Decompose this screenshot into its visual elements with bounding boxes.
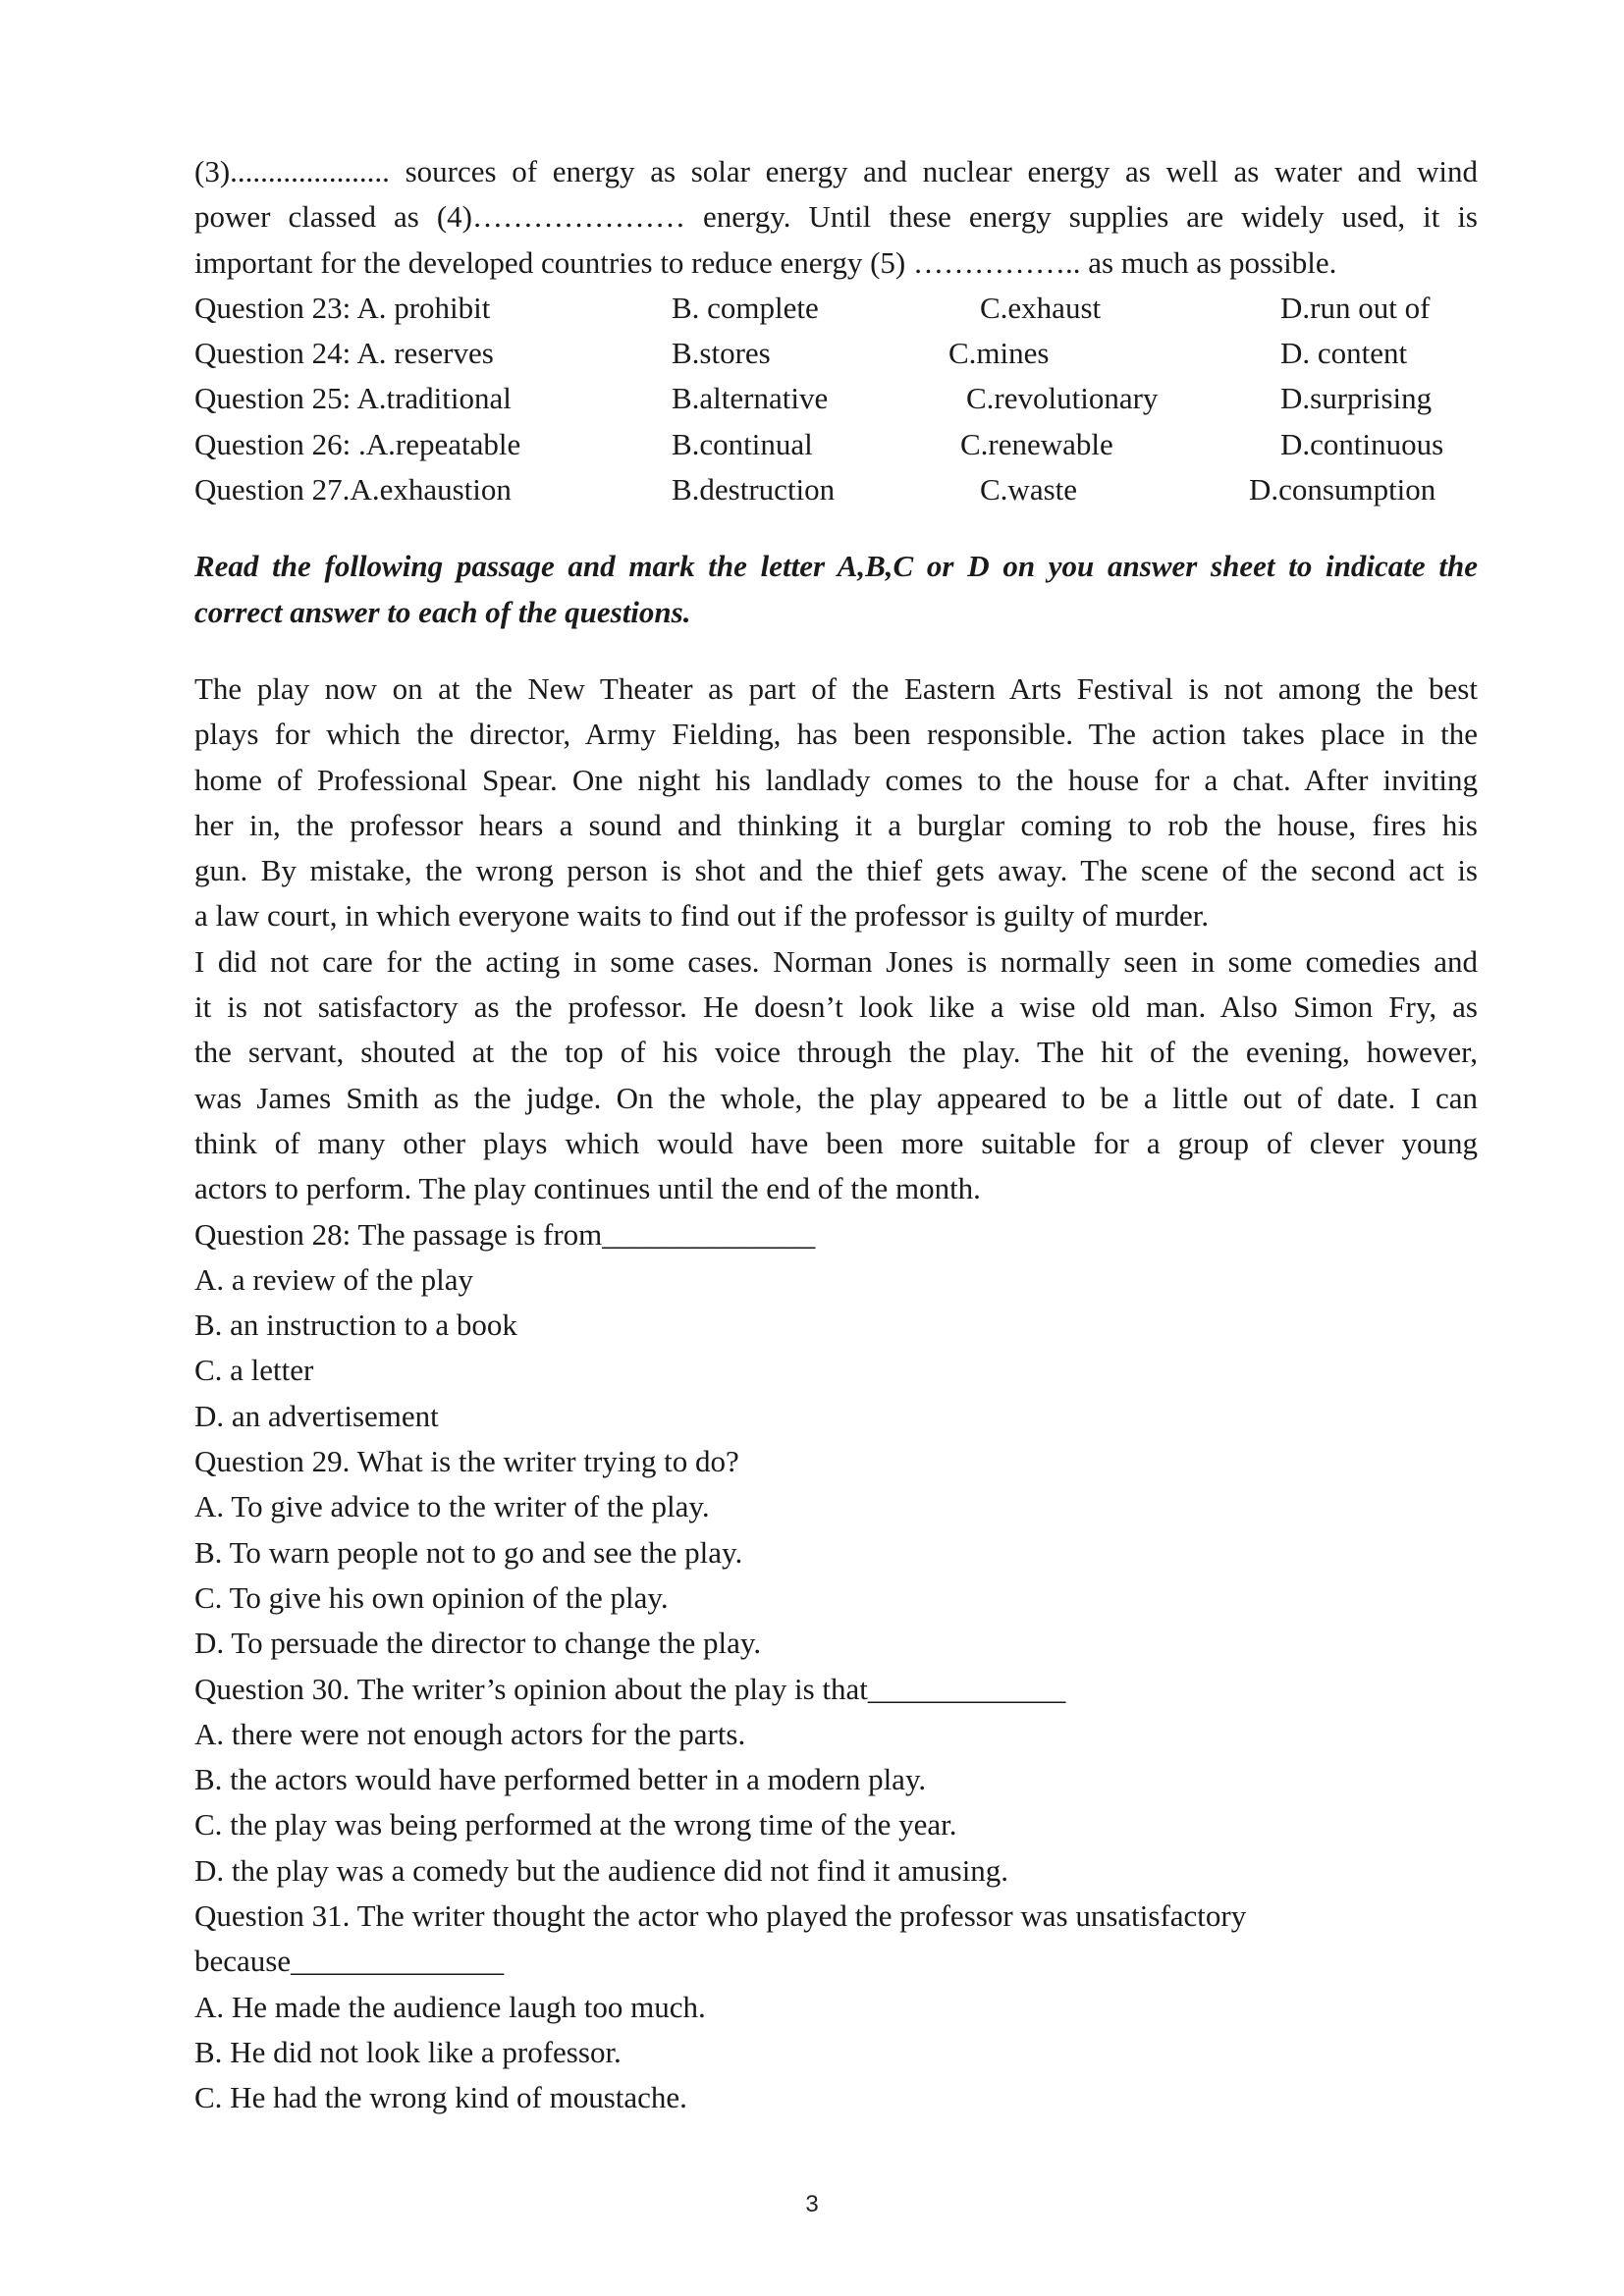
option-d: D. content <box>1280 336 1408 371</box>
question-stem: Question 28: The passage is from______________ <box>194 1216 816 1252</box>
answer-option: A. there were not enough actors for the parts. <box>194 1716 746 1751</box>
passage-line: home of Professional Spear. One night his landlady comes to the house for a chat. After inviting <box>194 762 1478 797</box>
option-row-q24 <box>194 331 1478 376</box>
question-stem: Question 30. The writer’s opinion about the play is that_____________ <box>194 1671 1066 1706</box>
option-b: B.destruction <box>672 472 836 507</box>
option-c: C.mines <box>948 336 1050 371</box>
option-d: D.consumption <box>1249 472 1436 507</box>
answer-option: D. the play was a comedy but the audience did not find it amusing. <box>194 1852 1009 1888</box>
reading-instruction <box>194 544 1478 635</box>
option-row-q27 <box>194 467 1478 512</box>
passage-line: gun. By mistake, the wrong person is shot and the thief gets away. The scene of the second act is <box>194 853 1478 888</box>
option-b: B.stores <box>672 336 771 371</box>
passage-line: it is not satisfactory as the professor. He doesn’t look like a wise old man. Also Simon Fry, as <box>194 989 1478 1025</box>
option-c: C.revolutionary <box>966 381 1159 416</box>
option-d: D.surprising <box>1280 381 1433 416</box>
option-c: C.waste <box>980 472 1078 507</box>
option-row-q23 <box>194 286 1478 331</box>
option-b: B. complete <box>672 290 819 325</box>
answer-option: A. To give advice to the writer of the play. <box>194 1489 710 1524</box>
option-b: B.continual <box>672 426 813 461</box>
answer-option: B. an instruction to a book <box>194 1308 517 1343</box>
question-stem: because______________ <box>194 1944 505 1979</box>
passage-line: The play now on at the New Theater as part of the Eastern Arts Festival is not among the best <box>194 670 1478 706</box>
passage-line: plays for which the director, Army Fielding, has been responsible. The action takes place in the <box>194 717 1478 752</box>
option-c: C.exhaust <box>980 290 1102 325</box>
answer-option: C. a letter <box>194 1353 314 1388</box>
answer-option: C. the play was being performed at the wrong time of the year. <box>194 1807 957 1842</box>
answer-option: D. an advertisement <box>194 1398 439 1433</box>
passage-line: was James Smith as the judge. On the whole, the play appeared to be a little out of date. I can <box>194 1080 1478 1115</box>
option-question: Question 27.A.exhaustion <box>194 472 512 507</box>
document-page <box>194 149 1478 2120</box>
answer-option: B. To warn people not to go and see the play. <box>194 1534 743 1570</box>
cloze-line: power classed as (4)………………… energy. Until these energy supplies are widely used, it is <box>194 199 1478 235</box>
passage-paragraph-2 <box>194 939 1478 1212</box>
option-b: B.alternative <box>672 381 829 416</box>
question-29 <box>194 1439 1478 1666</box>
option-question: Question 23: A. prohibit <box>194 290 491 325</box>
passage-line: I did not care for the acting in some cases. Norman Jones is normally seen in some comedies and <box>194 943 1478 979</box>
cloze-line: (3)..................... sources of energy as solar energy and nuclear energy as well as water and wind <box>194 154 1478 188</box>
option-c: C.renewable <box>960 426 1113 461</box>
option-d: D.continuous <box>1280 426 1444 461</box>
answer-option: B. the actors would have performed better in a modern play. <box>194 1762 927 1797</box>
cloze-tail <box>194 149 1478 286</box>
cloze-options <box>194 286 1478 512</box>
instruction-line: correct answer to each of the questions. <box>194 594 691 629</box>
question-28 <box>194 1212 1478 1439</box>
question-30 <box>194 1667 1478 1894</box>
passage-line: think of many other plays which would have been more suitable for a group of clever young <box>194 1125 1478 1160</box>
instruction-line: Read the following passage and mark the letter A,B,C or D on you answer sheet to indicate the <box>194 549 1478 584</box>
passage-line: actors to perform. The play continues until the end of the month. <box>194 1171 981 1206</box>
passage-line: the servant, shouted at the top of his voice through the play. The hit of the evening, however, <box>194 1035 1478 1070</box>
answer-option: C. To give his own opinion of the play. <box>194 1579 669 1615</box>
answer-option: C. He had the wrong kind of moustache. <box>194 2080 687 2115</box>
option-row-q25 <box>194 376 1478 421</box>
option-question: Question 26: .A.repeatable <box>194 426 521 461</box>
answer-option: A. He made the audience laugh too much. <box>194 1989 706 2024</box>
option-row-q26 <box>194 422 1478 467</box>
option-question: Question 24: A. reserves <box>194 336 494 371</box>
passage-line: her in, the professor hears a sound and thinking it a burglar coming to rob the house, fires his <box>194 807 1478 842</box>
question-stem: Question 31. The writer thought the actor who played the professor was unsatisfactory <box>194 1897 1247 1933</box>
cloze-line: important for the developed countries to reduce energy (5) …………….. as much as possible. <box>194 244 1337 280</box>
question-stem: Question 29. What is the writer trying to do? <box>194 1444 739 1479</box>
passage-paragraph-1 <box>194 667 1478 939</box>
page-number: 3 <box>805 2191 819 2217</box>
answer-option: A. a review of the play <box>194 1261 474 1297</box>
answer-option: B. He did not look like a professor. <box>194 2034 622 2069</box>
question-31 <box>194 1894 1478 2120</box>
passage-line: a law court, in which everyone waits to find out if the professor is guilty of murder. <box>194 898 1210 934</box>
option-question: Question 25: A.traditional <box>194 381 512 416</box>
answer-option: D. To persuade the director to change the play. <box>194 1626 762 1661</box>
option-d: D.run out of <box>1280 290 1431 325</box>
